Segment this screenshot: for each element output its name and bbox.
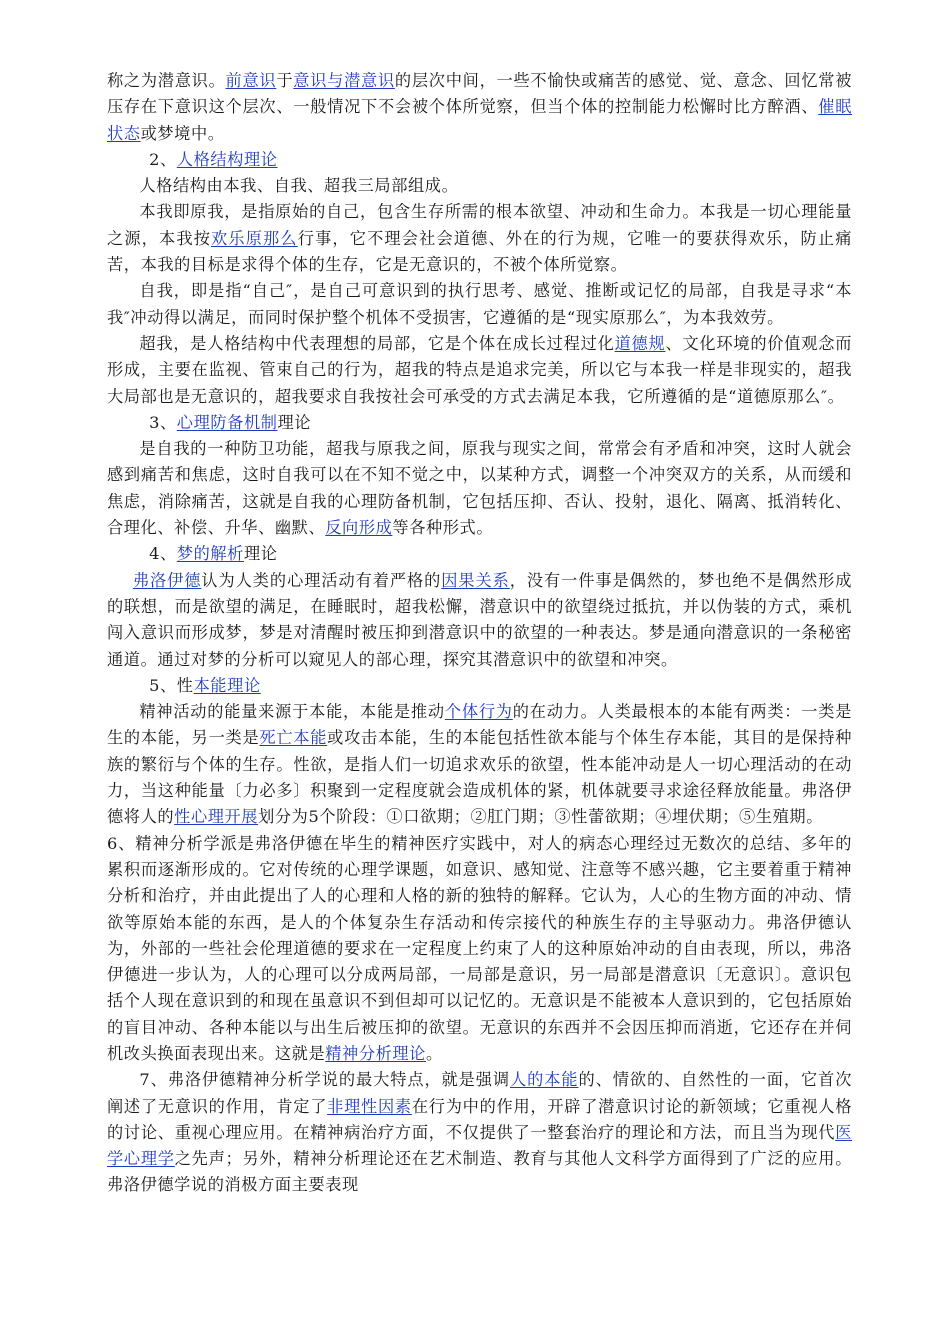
text-run: 之先声；另外，精神分析理论还在艺术制造、教育与其他人文科学方面得到了广泛的应用。弗洛伊德学说的消极方面主要表现 [107,1149,853,1195]
paragraph [107,568,852,673]
document-page [107,68,852,1199]
section-heading [107,410,852,436]
term-link[interactable]: 因果关系 [441,570,510,590]
text-run: 超我，是人格结构中代表理想的局部，它是个体在成长过程过化 [139,333,615,353]
text-run: 称之为潜意识。 [107,71,226,90]
text-run: 的在动力。人类最根本的本能有两类：一类是生的本能，另一类是 [107,702,852,748]
term-link[interactable]: 意识与潜意识 [293,71,395,90]
text-run: 理论 [277,412,312,432]
text-run: 6、精神分析学派是弗洛伊德在毕生的精神医疗实践中，对人的病态心理经过无数次的总结、多年的累积而逐渐形成的。它对传统的心理学课题，如意识、感知觉、注意等不感兴趣，它主要着重于精神分析和治疗，并由此提出了人的心理和人格的新的独特的解释。它认为，人心的生物方面的冲动、情欲等原始本能的东西，是人的个体复杂生存活动和传宗接代的种族生存的主导驱动力。弗洛伊德认为，外部的一些社会伦理道德的要求在一定程度上约束了人的这种原始冲动的自由表现，所以，弗洛伊德进一步认为，人的心理可以分成两局部，一局部是意识，另一局部是潜意识〔无意识〕。意识包括个人现在意识到的和现在虽意识不到但却可以记忆的。无意识是不能被本人意识到的，它包括原始的盲目冲动、各种本能以与出生后被压抑的欲望。无意识的东西并不会因压抑而消逝，它还存在并伺机改头换面表现出来。这就是 [107,833,852,1063]
text-run: 理论 [243,544,278,564]
text-run: ，没有一件事是偶然的，梦也绝不是偶然形成的联想，而是欲望的满足，在睡眠时，超我松懈，潜意识中的欲望绕过抵抗，并以伪装的方式，乘机闯入意识而形成梦，梦是对清醒时被压抑到潜意识中的欲望的一种表达。梦是通向潜意识的一条秘密通道。通过对梦的分析可以窥见人的部心理，探究其潜意识中的欲望和冲突。 [107,570,852,669]
text-run: 在行为中的作用，开辟了潜意识讨论的新领域；它重视人格的讨论、重视心理应用。在精神病治疗方面，不仅提供了一整套治疗的理论和方法，而且当为现代 [107,1096,852,1142]
term-link[interactable]: 催眠状态 [107,97,853,143]
term-link[interactable]: 弗洛伊德 [132,570,202,590]
paragraph [107,436,852,541]
paragraph [107,278,852,331]
text-run: 是自我的一种防卫功能，超我与原我之间，原我与现实之间，常常会有矛盾和冲突，这时人就会感到痛苦和焦虑，这时自我可以在不知不觉之中，以某种方式，调整一个冲突双方的关系，从而缓和焦虑，消除痛苦，这就是自我的心理防备机制，它包括压抑、否认、投射，退化、隔离、抵消转化、合理化、补偿、升华、幽默、 [107,439,852,538]
text-run: 4、 [149,544,177,564]
paragraph [107,331,852,410]
text-run: 3、 [149,412,177,432]
term-link[interactable]: 梦的解析 [176,544,244,564]
section-heading [107,147,852,173]
text-run: 自我，即是指“自己″，是自己可意识到的执行思考、感觉、推断或记忆的局部，自我是寻求“本我″冲动得以满足，而同时保护整个机体不受损害，它遵循的是“现实原那么″，为本我效劳。 [107,281,852,327]
paragraph [107,199,852,278]
text-run: 认为人类的心理活动有着严格的 [201,570,442,590]
text-run: 7、弗洛伊德精神分析学说的最大特点，就是强调 [139,1070,511,1090]
paragraph [107,831,852,1068]
term-link[interactable]: 死亡本能 [259,728,328,748]
term-link[interactable]: 心理防备机制 [176,412,278,432]
term-link[interactable]: 性心理开展 [174,807,259,827]
text-run: 精神活动的能量来源于本能，本能是推动 [139,702,445,722]
text-run: 本我即原我，是指原始的自己，包含生存所需的根本欲望、冲动和生命力。本我是一切心理能量之源，本我按 [107,202,852,248]
text-run: 人格结构由本我、自我、超我三局部组成。 [139,176,459,196]
section-heading [107,541,852,567]
term-link[interactable]: 个体行为 [444,702,513,722]
paragraph [107,68,852,147]
text-run: 等各种形式。 [392,518,494,538]
text-run: 的层次中间，一些不愉快或痛苦的感觉、觉、意念、回忆常被压存在下意识这个层次、一般情况下不会被个体所觉察，但当个体的控制能力松懈时比方醉酒、 [107,71,852,117]
term-link[interactable]: 人格结构理论 [176,149,278,169]
term-link[interactable]: 人的本能 [510,1070,579,1090]
term-link[interactable]: 非理性因素 [327,1096,412,1116]
term-link[interactable]: 道德规 [614,333,666,353]
text-run: 于 [276,71,294,90]
text-run: 划分为5个阶段：①口欲期；②肛门期；③性蕾欲期；④埋伏期；⑤生殖期。 [258,807,823,827]
paragraph [107,173,852,199]
term-link[interactable]: 前意识 [225,71,277,90]
term-link[interactable]: 本能理论 [193,675,261,695]
term-link[interactable]: 精神分析理论 [325,1043,426,1063]
text-run: 、文化环境的价值观念而形成，主要在监视、管束自己的行为，超我的特点是追求完美，所以它与本我一样是非现实的，超我大局部也是无意识的，超我要求自我按社会可承受的方式去满足本我，它所遵循的是“道德原那么″。 [107,333,852,406]
section-heading [107,673,852,699]
text-run: 的、情欲的、自然性的一面，它首次阐述了无意识的作用，肯定了 [107,1070,853,1116]
paragraph [107,699,852,830]
text-run: 5、性 [149,675,194,695]
text-run: 2、 [149,149,177,169]
term-link[interactable]: 医学心理学 [107,1122,852,1169]
paragraph [107,1067,852,1198]
term-link[interactable]: 反向形成 [325,518,393,538]
text-run: 行事，它不理会社会道德、外在的行为规，它唯一的要获得欢乐，防止痛苦，本我的目标是求得个体的生存，它是无意识的，不被个体所觉察。 [107,228,853,275]
term-link[interactable]: 欢乐原那么 [211,228,298,248]
text-run: 。 [425,1043,443,1063]
text-run: 或梦境中。 [140,123,225,143]
text-run: 或攻击本能，生的本能包括性欲本能与个体生存本能，其目的是保持种族的繁衍与个体的生存。性欲，是指人们一切追求欢乐的欲望，性本能冲动是人一切心理活动的在动力，当这种能量〔力必多〕积聚到一定程度就会造成机体的紧，机体就要寻求途径释放能量。弗洛伊德将人的 [107,728,852,827]
